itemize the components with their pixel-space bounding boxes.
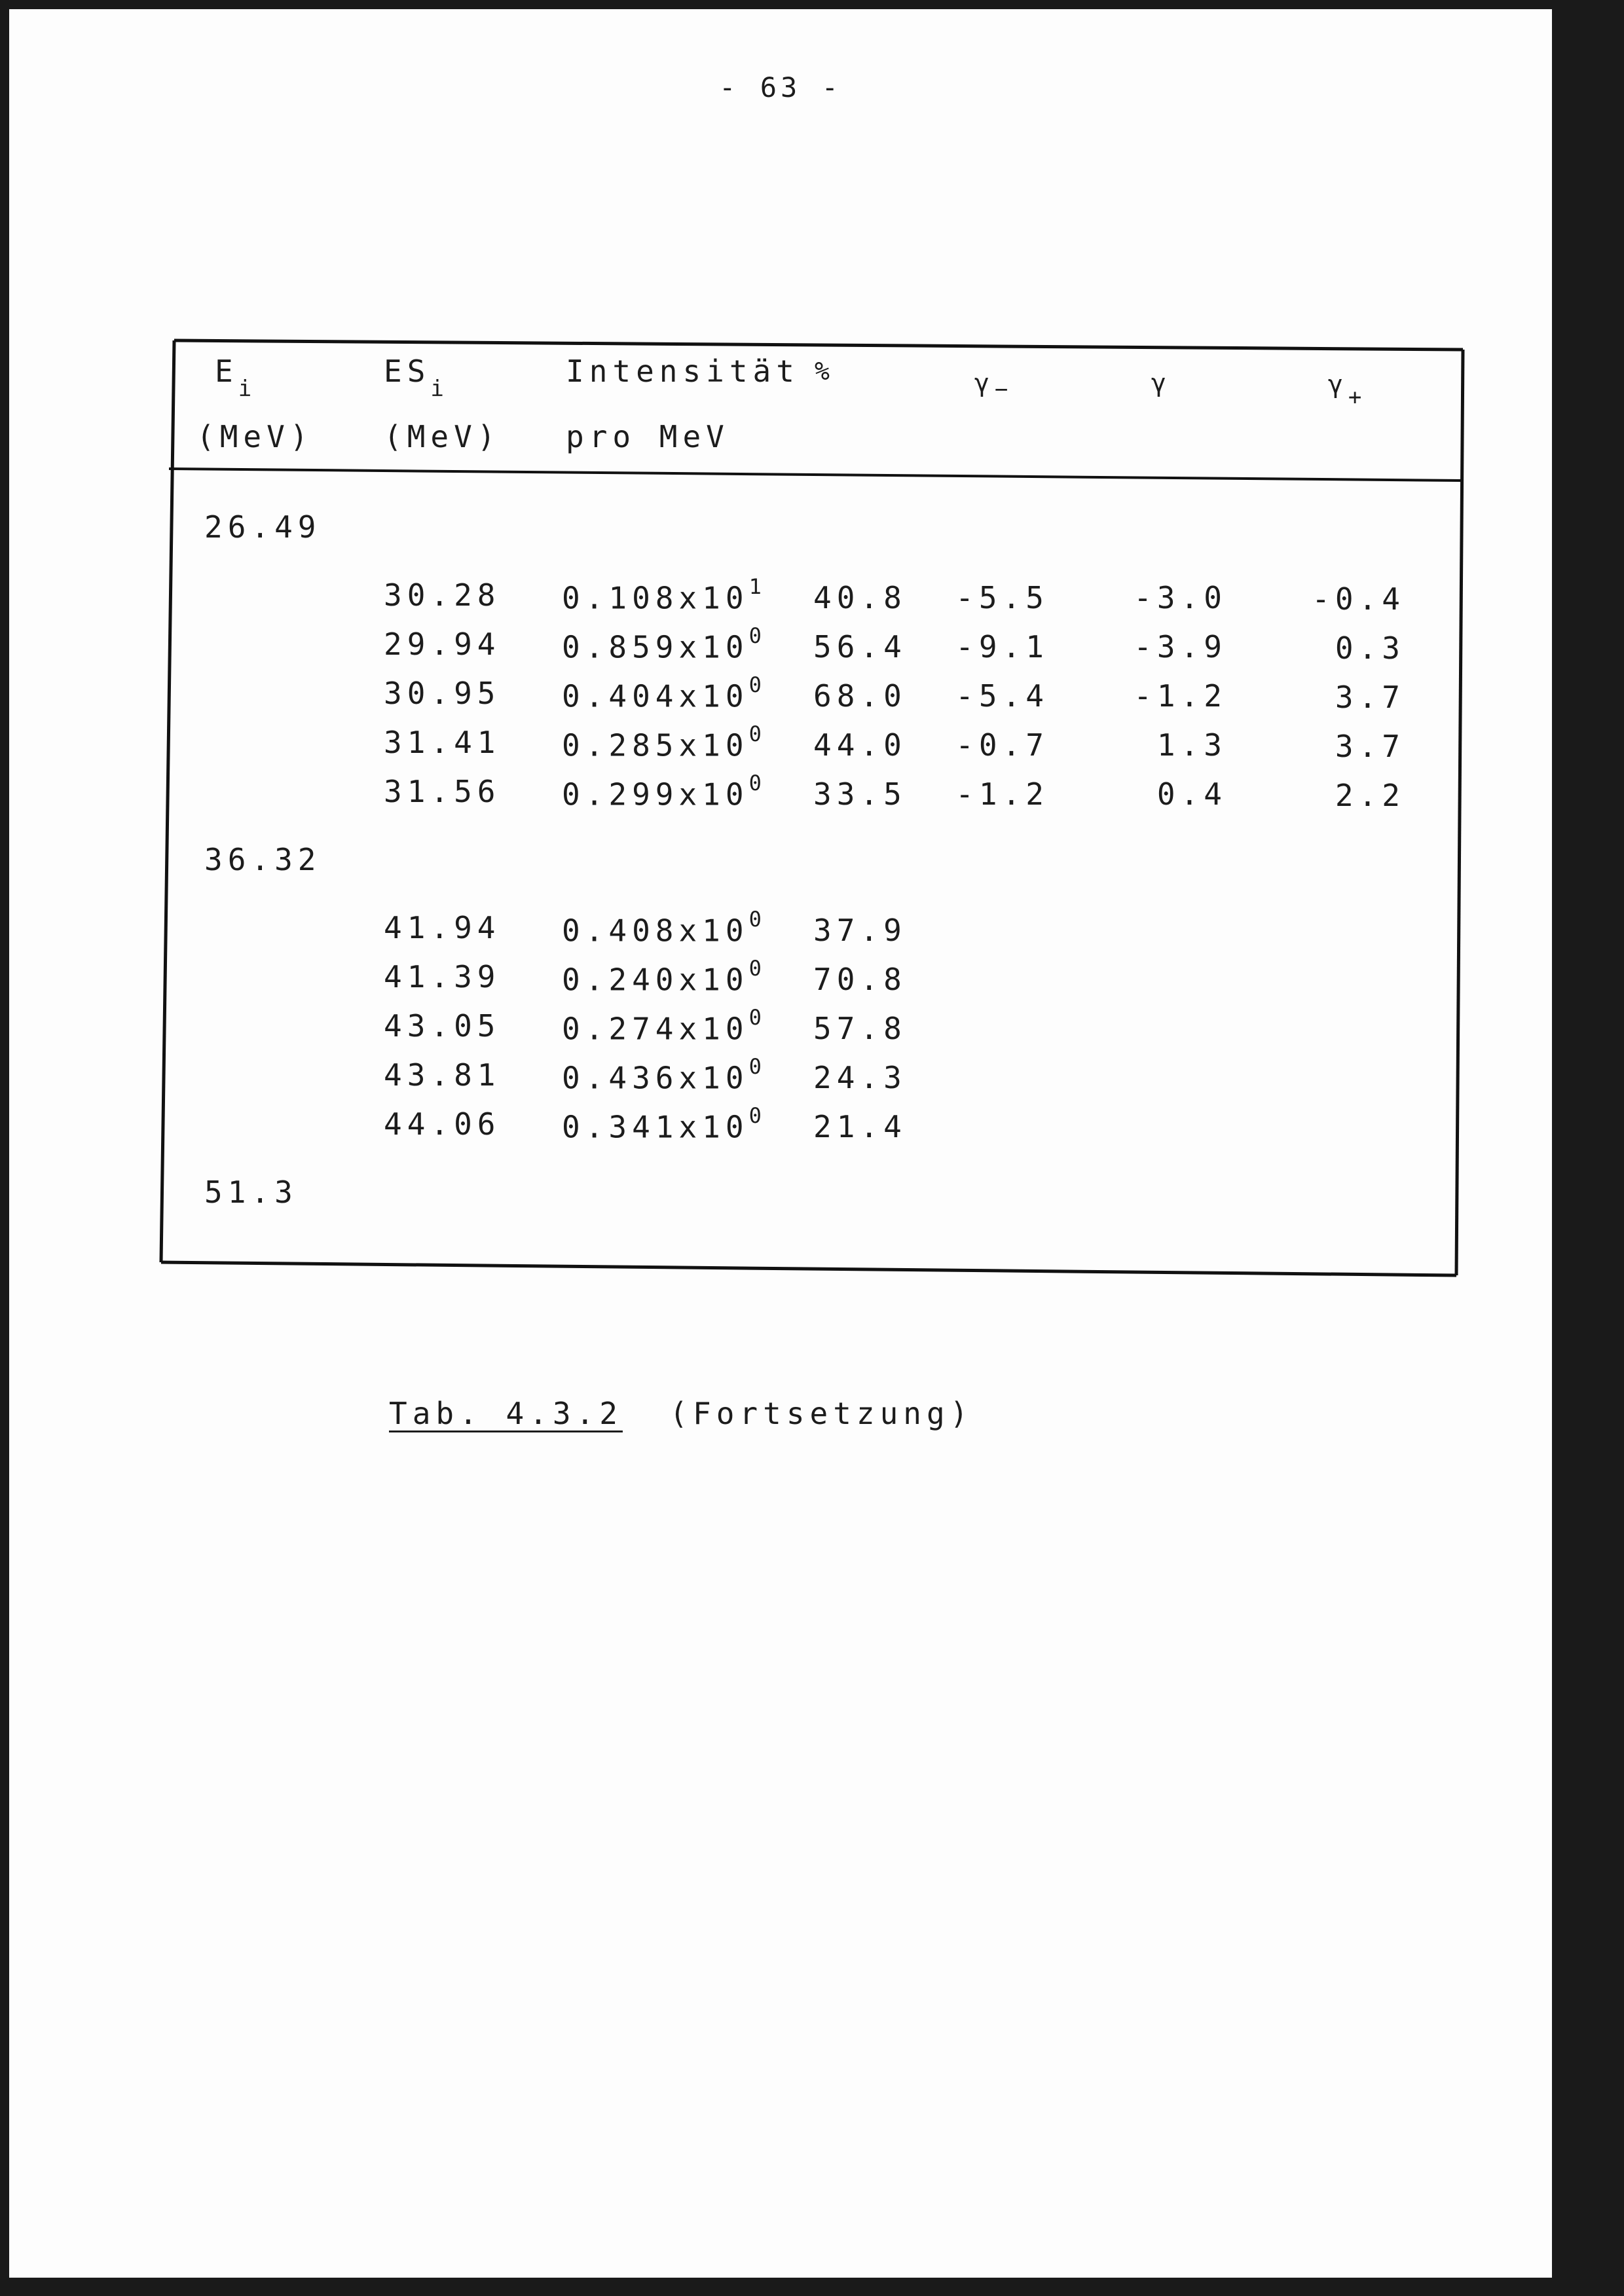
intensity-exponent: 1 (748, 574, 762, 599)
intensity-exponent: 0 (748, 721, 762, 746)
esi-cell: 43.05 (384, 1008, 501, 1044)
gamma-plus-cell: 0.3 (1335, 630, 1405, 666)
intensity-mantissa: 0.404x10 (562, 678, 749, 714)
group-ei-value: 51.3 (204, 1175, 298, 1210)
intensity-mantissa: 0.436x10 (562, 1060, 749, 1096)
intensity-cell (562, 907, 762, 949)
intensity-cell (562, 956, 762, 998)
intensity-exponent: 0 (748, 623, 762, 648)
gamma-cell: 1.3 (1156, 727, 1227, 763)
esi-cell: 31.41 (384, 725, 501, 760)
intensity-mantissa: 0.341x10 (562, 1109, 749, 1145)
header-gamma-plus: γ+ (1328, 370, 1362, 410)
table-frame (161, 340, 1452, 1270)
percent-cell: 70.8 (813, 962, 907, 997)
intensity-cell (562, 574, 762, 616)
gamma-minus-cell: -1.2 (955, 776, 1049, 812)
gamma-minus-cell: -5.4 (955, 678, 1049, 714)
gamma-plus-cell: -0.4 (1312, 581, 1405, 617)
intensity-mantissa: 0.408x10 (562, 913, 749, 949)
intensity-exponent: 0 (748, 1005, 762, 1030)
data-table (161, 340, 1452, 1270)
gamma-cell: -1.2 (1134, 678, 1227, 714)
header-ei: $E_i$ (215, 354, 252, 402)
gamma-plus-cell: 3.7 (1335, 680, 1405, 715)
gamma-minus-cell: -5.5 (955, 580, 1049, 615)
header-percent: % (815, 357, 835, 386)
header-gamma: γ (1151, 369, 1172, 397)
group-ei-value: 26.49 (204, 509, 322, 545)
intensity-cell (562, 623, 762, 665)
intensity-exponent: 0 (748, 956, 762, 981)
header-intensity: Intensität (566, 354, 800, 389)
esi-cell: 30.95 (384, 676, 501, 711)
intensity-exponent: 0 (748, 672, 762, 697)
intensity-exponent: 0 (748, 771, 762, 795)
intensity-mantissa: 0.108x10 (562, 580, 749, 616)
header-gamma-minus: γ− (974, 369, 1008, 403)
gamma-cell: -3.9 (1134, 629, 1227, 665)
esi-cell: 44.06 (384, 1106, 501, 1142)
percent-cell: 56.4 (813, 629, 907, 665)
intensity-cell (562, 721, 762, 763)
gamma-minus-cell: -9.1 (955, 629, 1049, 665)
percent-cell: 37.9 (813, 913, 907, 948)
intensity-cell (562, 672, 762, 714)
percent-cell: 57.8 (813, 1011, 907, 1046)
group-ei-value: 36.32 (204, 842, 322, 877)
caption-text: (Fortsetzung) (669, 1396, 974, 1431)
percent-cell: 44.0 (813, 727, 907, 763)
gamma-minus-cell: -0.7 (955, 727, 1049, 763)
intensity-mantissa: 0.285x10 (562, 727, 749, 763)
intensity-exponent: 0 (748, 1103, 762, 1128)
intensity-mantissa: 0.299x10 (562, 776, 749, 812)
esi-cell: 29.94 (384, 627, 501, 662)
percent-cell: 21.4 (813, 1109, 907, 1144)
esi-cell: 31.56 (384, 774, 501, 809)
gamma-cell: -3.0 (1134, 580, 1227, 615)
intensity-exponent: 0 (748, 907, 762, 932)
header-esi: $ES_i$ (384, 354, 444, 402)
esi-cell: 43.81 (384, 1057, 501, 1093)
intensity-exponent: 0 (748, 1054, 762, 1079)
page-number: - 63 - (719, 71, 842, 103)
intensity-mantissa: 0.859x10 (562, 629, 749, 665)
table-caption (389, 1396, 973, 1431)
intensity-cell (562, 1103, 762, 1145)
intensity-cell (562, 1005, 762, 1047)
percent-cell: 33.5 (813, 776, 907, 812)
caption-label: Tab. 4.3.2 (389, 1396, 623, 1431)
percent-cell: 40.8 (813, 580, 907, 615)
document-page (9, 9, 1552, 2278)
header-ei-unit: (MeV) (196, 419, 314, 454)
header-intensity-unit: pro MeV (566, 419, 729, 454)
esi-cell: 30.28 (384, 577, 501, 613)
intensity-mantissa: 0.274x10 (562, 1011, 749, 1047)
esi-cell: 41.39 (384, 959, 501, 994)
percent-cell: 68.0 (813, 678, 907, 714)
percent-cell: 24.3 (813, 1060, 907, 1095)
gamma-plus-cell: 3.7 (1335, 729, 1405, 764)
intensity-cell (562, 771, 762, 812)
gamma-cell: 0.4 (1156, 776, 1227, 812)
intensity-mantissa: 0.240x10 (562, 962, 749, 998)
intensity-cell (562, 1054, 762, 1096)
esi-cell: 41.94 (384, 910, 501, 945)
gamma-plus-cell: 2.2 (1335, 778, 1405, 813)
header-esi-unit: (MeV) (384, 419, 501, 454)
